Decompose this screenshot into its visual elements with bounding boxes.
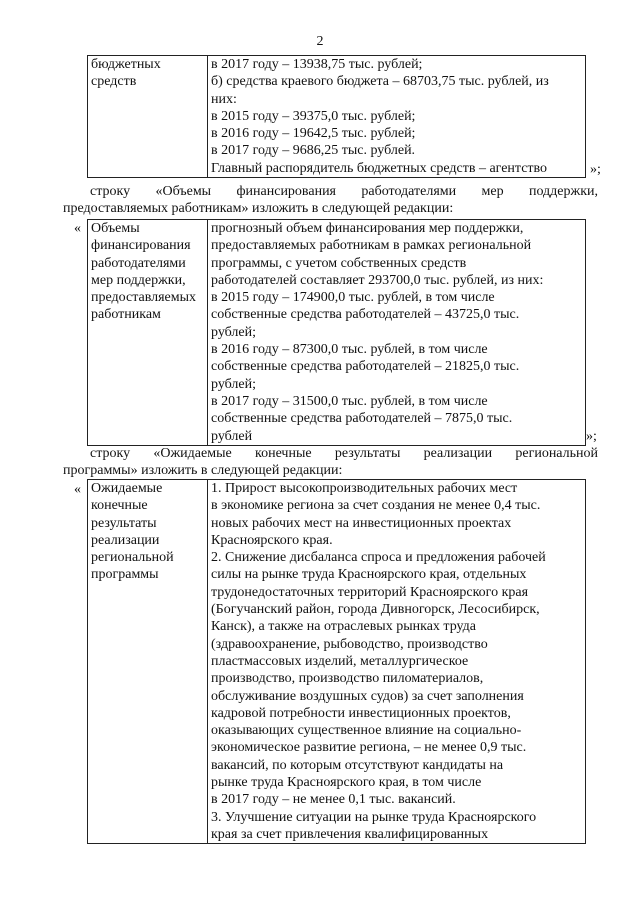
instruction-paragraph-2 [63,445,598,480]
results-value-line: экономическое развитие региона, – не менее 0,9 тыс. [211,740,527,756]
financing-label-line: работникам [91,307,161,323]
financing-label-line: финансирования [91,238,191,254]
results-value-line: 3. Улучшение ситуации на рынке труда Красноярского [211,809,537,825]
results-value-line: трудонедостаточных территорий Красноярского края [211,584,529,600]
budget-value-line: них: [211,91,237,107]
financing-value-line: прогнозный объем финансирования мер поддержки, [211,221,524,236]
financing-value-line: рублей; [211,376,256,392]
financing-label-cell [88,220,208,446]
budget-value-cell [208,56,586,178]
budget-label-line: бюджетных [91,57,161,72]
close-quote-2: »; [586,429,597,444]
paragraph-line: строку «Ожидаемые конечные результаты реализации региональной [90,446,598,461]
results-label-line: конечные [91,498,148,514]
results-value-line: Красноярского края. [211,532,333,548]
budget-value-line: Главный распорядитель бюджетных средств – агентство [211,160,548,176]
financing-value-line: в 2017 году – 31500,0 тыс. рублей, в том числе [211,393,488,409]
results-label-line: Ожидаемые [91,481,163,496]
financing-value-line: предоставляемых работникам в рамках региональной [211,238,532,254]
financing-table [87,219,586,446]
results-value-line: рынке труда Красноярского края, в том числе [211,775,482,791]
financing-label-line: мер поддержки, [91,272,186,288]
results-value-line: 2. Снижение дисбаланса спроса и предложения рабочей [211,550,546,566]
results-table [87,479,586,844]
financing-value-line: собственные средства работодателей – 43725,0 тыс. [211,307,520,323]
financing-value-cell [208,220,586,446]
financing-value-line: в 2016 году – 87300,0 тыс. рублей, в том числе [211,342,488,358]
results-label-line: реализации [91,532,160,548]
close-quote-1: »; [590,162,601,177]
financing-value-line: собственные средства работодателей – 7875,0 тыс. [211,411,513,427]
budget-value-line: в 2016 году – 19642,5 тыс. рублей; [211,126,416,142]
financing-value-line: рублей [211,428,253,444]
financing-value-line: работодателей составляет 293700,0 тыс. рублей, из них: [211,272,544,288]
results-value-line: оказывающих существенное влияние на социально- [211,723,522,739]
financing-label-line: Объемы [91,221,140,236]
results-value-line: силы на рынке труда Красноярского края, отдельных [211,567,527,583]
results-value-line: новых рабочих мест на инвестиционных проектах [211,515,512,531]
financing-value-line: в 2015 году – 174900,0 тыс. рублей, в том числе [211,290,495,306]
results-value-line: вакансий, по которым отсутствуют кандидаты на [211,757,504,773]
results-value-line: в экономике региона за счет создания не менее 0,4 тыс. [211,498,541,514]
results-value-line: кадровой потребности инвестиционных проектов, [211,705,511,721]
results-value-cell [208,480,586,844]
paragraph-line: строку «Объемы финансирования работодателями мер поддержки, [90,184,598,199]
paragraph-line: программы» изложить в следующей редакции: [63,463,343,479]
results-value-line: пластмассовых изделий, металлургическое [211,653,469,669]
results-value-line: в 2017 году – не менее 0,1 тыс. вакансий. [211,792,456,808]
financing-value-line: собственные средства работодателей – 21825,0 тыс. [211,359,520,375]
results-value-line: края за счет привлечения квалифицированных [211,826,489,842]
budget-label-line: средств [91,74,137,90]
results-label-line: программы [91,567,159,583]
budget-table [87,55,586,178]
budget-value-line: б) средства краевого бюджета – 68703,75 тыс. рублей, из [211,74,549,90]
financing-value-line: программы, с учетом собственных средств [211,255,467,271]
open-quote-3: « [74,482,81,497]
results-value-line: (Богучанский район, города Дивногорск, Лесосибирск, [211,602,540,618]
results-value-line: 1. Прирост высокопроизводительных рабочих мест [211,481,518,496]
results-value-line: (здравоохранение, рыбоводство, производство [211,636,488,652]
results-label-line: результаты [91,515,157,531]
instruction-paragraph-1 [63,183,598,218]
page-number: 2 [316,34,324,49]
results-value-line: производство, производство пиломатериалов, [211,671,484,687]
results-value-line: Канск), а также на отраслевых рынках труда [211,619,476,635]
budget-value-line: в 2017 году – 13938,75 тыс. рублей; [211,57,423,72]
financing-label-line: работодателями [91,255,186,271]
results-label-line: региональной [91,550,174,566]
open-quote-2: « [74,221,81,236]
budget-label-cell [88,56,208,178]
results-value-line: обслуживание воздушных судов) за счет заполнения [211,688,524,704]
budget-value-line: в 2017 году – 9686,25 тыс. рублей. [211,143,416,159]
budget-value-line: в 2015 году – 39375,0 тыс. рублей; [211,108,416,124]
paragraph-line: предоставляемых работникам» изложить в следующей редакции: [63,201,454,217]
financing-value-line: рублей; [211,324,256,340]
results-label-cell [88,480,208,844]
financing-label-line: предоставляемых [91,290,197,306]
